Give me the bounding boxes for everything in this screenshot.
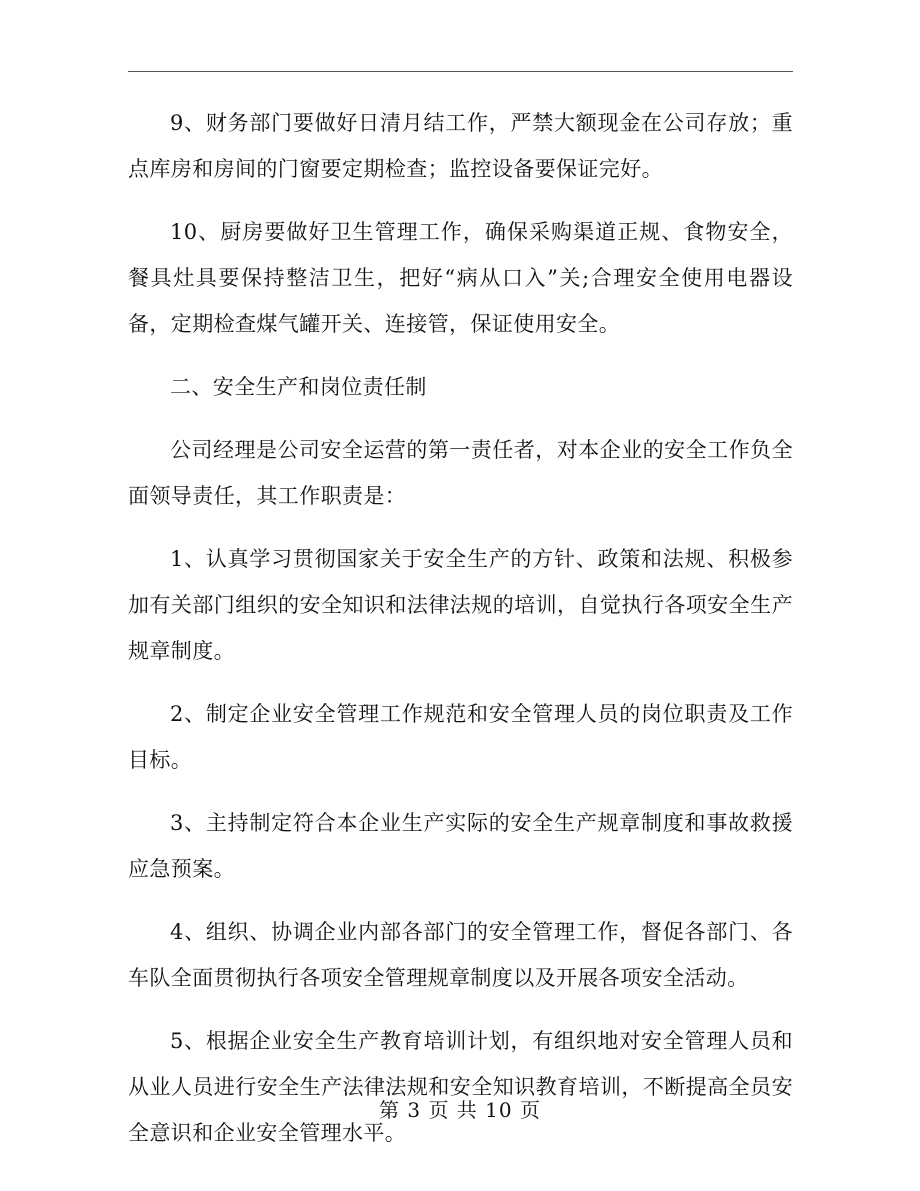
paragraph-duty-5: 5、根据企业安全生产教育培训计划，有组织地对安全管理人员和从业人员进行安全生产法律法规和安全知识教育培训，不断提高全员安全意识和企业安全管理水平。 — [128, 1029, 793, 1145]
paragraph-intro: 公司经理是公司安全运营的第一责任者，对本企业的安全工作负全面领导责任，其工作职责是： — [128, 438, 793, 508]
document-body — [128, 100, 793, 1173]
header-rule — [128, 71, 793, 72]
paragraph-item-9: 9、财务部门要做好日清月结工作，严禁大额现金在公司存放；重点库房和房间的门窗要定期检查；监控设备要保证完好。 — [128, 111, 793, 181]
paragraph-duty-1: 1、认真学习贯彻国家关于安全生产的方针、政策和法规、积极参加有关部门组织的安全知识和法律法规的培训，自觉执行各项安全生产规章制度。 — [128, 547, 793, 663]
paragraph-item-10: 10、厨房要做好卫生管理工作，确保采购渠道正规、食物安全，餐具灶具要保持整洁卫生，把好“病从口入”关;合理安全使用电器设备，定期检查煤气罐开关、连接管，保证使用安全。 — [128, 220, 793, 336]
paragraph-duty-3: 3、主持制定符合本企业生产实际的安全生产规章制度和事故救援应急预案。 — [128, 811, 793, 881]
section-heading: 二、安全生产和岗位责任制 — [170, 375, 427, 399]
page-number: 第 3 页 共 10 页 — [379, 1098, 541, 1122]
paragraph-duty-2: 2、制定企业安全管理工作规范和安全管理人员的岗位职责及工作目标。 — [128, 702, 793, 772]
paragraph-duty-4: 4、组织、协调企业内部各部门的安全管理工作，督促各部门、各车队全面贯彻执行各项安全管理规章制度以及开展各项安全活动。 — [128, 920, 793, 990]
